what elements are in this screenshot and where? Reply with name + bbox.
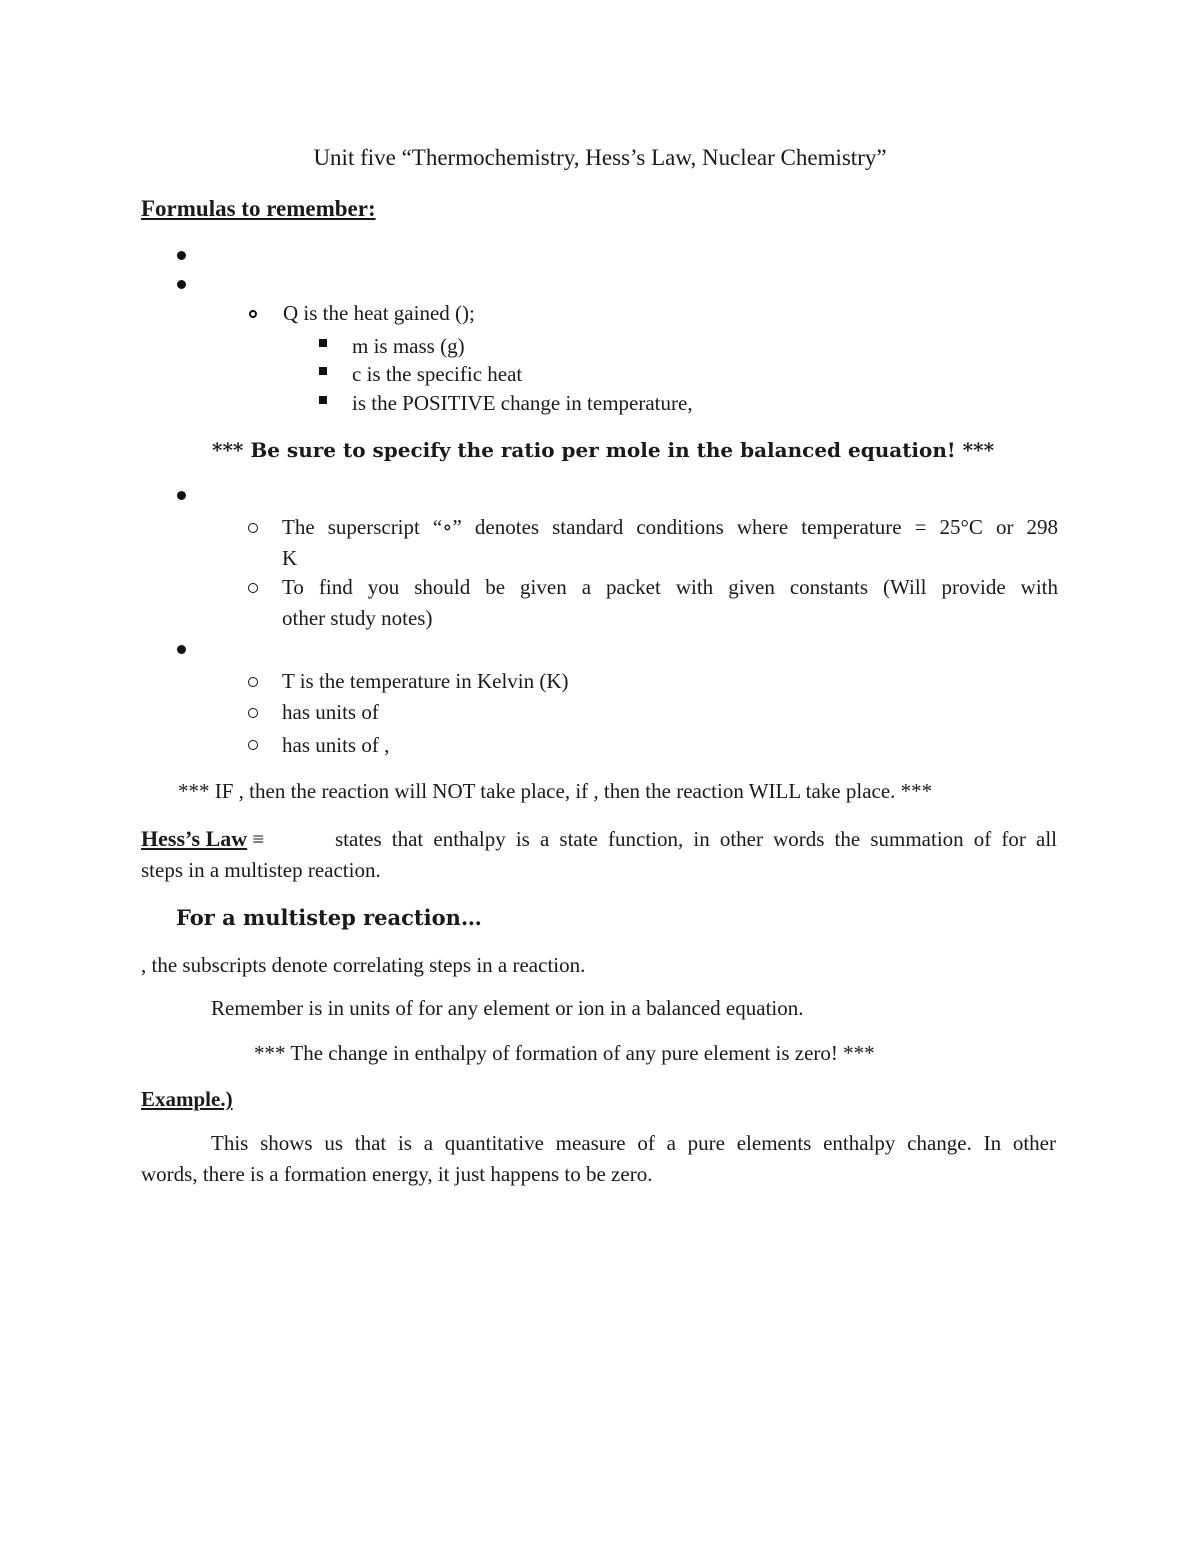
circle-bullet-icon — [248, 708, 258, 718]
bullet-icon — [177, 280, 186, 289]
circle-bullet-icon — [248, 523, 258, 533]
bullet-icon — [177, 251, 186, 260]
superscript-item-line1: The superscript “∘” denotes standard conditions where temperature = 25°C or 298 — [282, 515, 1058, 539]
heat-dt-item: is the POSITIVE change in temperature, — [352, 391, 693, 415]
example-text-line1: This shows us that is a quantitative measure of a pure elements enthalpy change. In other — [211, 1131, 1056, 1155]
circle-bullet-icon — [248, 583, 258, 593]
gibbs-units-item-2: has units of , — [282, 733, 390, 757]
hess-law-term: Hess’s Law — [141, 826, 248, 851]
page-title: Unit five “Thermochemistry, Hess’s Law, Nuclear Chemistry” — [313, 145, 887, 170]
ratio-note: *** Be sure to specify the ratio per mole in the balanced equation! *** — [212, 438, 995, 462]
remember-line: Remember is in units of for any element or ion in a balanced equation. — [211, 996, 804, 1020]
formulas-heading: Formulas to remember: — [141, 196, 376, 221]
bullet-icon — [177, 645, 186, 654]
square-bullet-icon — [319, 367, 327, 375]
circle-bullet-icon — [248, 677, 258, 687]
gibbs-t-item: T is the temperature in Kelvin (K) — [282, 669, 569, 693]
find-item-line1: To find you should be given a packet with given constants (Will provide with — [282, 575, 1058, 599]
square-bullet-icon — [319, 396, 327, 404]
heat-c-item: c is the specific heat — [352, 362, 523, 386]
circle-bullet-icon — [249, 310, 257, 318]
hess-law-definition-line1: states that enthalpy is a state function, in other words the summation of for all — [335, 827, 1057, 851]
enthalpy-note: *** The change in enthalpy of formation of any pure element is zero! *** — [254, 1041, 875, 1065]
circle-bullet-icon — [248, 740, 258, 750]
square-bullet-icon — [319, 339, 327, 347]
heat-m-item: m is mass (g) — [352, 334, 465, 358]
bullet-icon — [177, 491, 186, 500]
subscripts-line: , the subscripts denote correlating steps in a reaction. — [141, 953, 586, 977]
hess-law-line1 — [141, 828, 264, 850]
superscript-item-line2: K — [282, 546, 298, 570]
heat-q-item: Q is the heat gained (); — [283, 301, 475, 325]
find-item-line2: other study notes) — [282, 606, 433, 630]
reaction-note: *** IF , then the reaction will NOT take place, if , then the reaction WILL take place. *** — [178, 779, 933, 803]
gibbs-units-item-1: has units of — [282, 700, 379, 724]
hess-law-definition-line2: steps in a multistep reaction. — [141, 858, 381, 882]
multistep-heading: For a multistep reaction… — [176, 905, 482, 930]
example-heading: Example.) — [141, 1087, 233, 1111]
hess-law-symbol: ≡ — [252, 827, 265, 851]
example-text-line2: words, there is a formation energy, it just happens to be zero. — [141, 1162, 653, 1186]
